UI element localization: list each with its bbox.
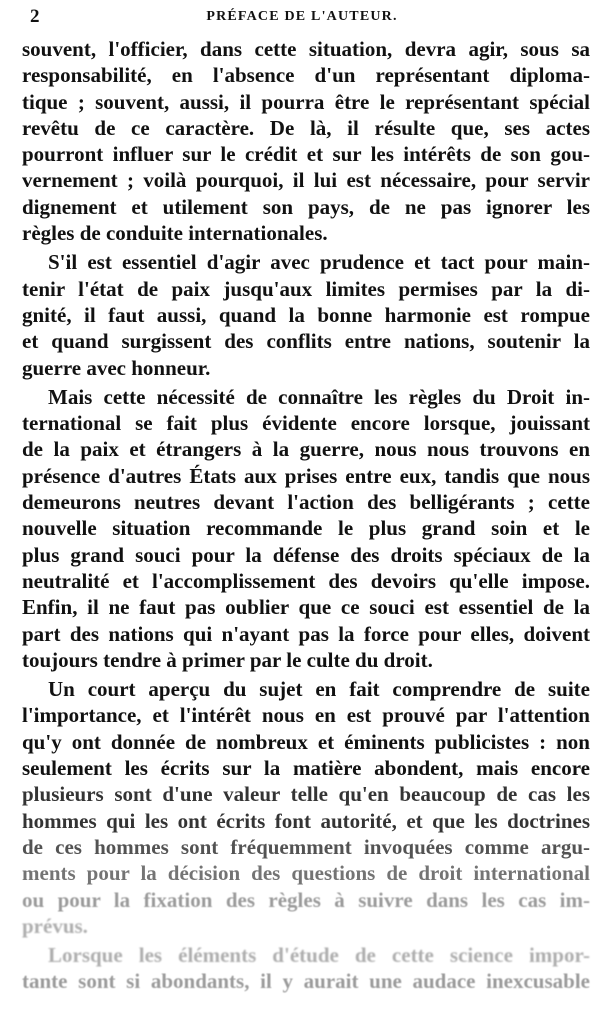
text-line: souvent, l'officier, dans cette situation, devra agir, sous sa [22, 37, 590, 61]
text-line: ments pour la décision des questions de droit international [22, 861, 590, 886]
text-line: règles de conduite internationales. [22, 221, 328, 246]
text-line: l'importance, et l'intérêt nous en est prouvé par l'attention [22, 703, 590, 728]
text-line: prévus. [22, 913, 88, 938]
text-line: nouvelle situation recommande le plus grand soin et le [22, 516, 590, 541]
paragraph-5 [22, 942, 590, 995]
paragraph-1 [22, 36, 590, 246]
paragraph-4 [22, 676, 590, 939]
paragraph-3 [22, 384, 590, 673]
text-line: vernement ; voilà pourquoi, il lui est nécessaire, pour servir [22, 168, 590, 193]
text-line: de la paix et étrangers à la guerre, nous nous trouvons en [22, 437, 590, 462]
text-line: tique ; souvent, aussi, il pourra être le représentant spécial [22, 89, 590, 114]
text-line: pourront influer sur le crédit et sur les intérêts de son gou- [22, 142, 590, 167]
body-text [22, 36, 590, 995]
text-line: toujours tendre à primer par le culte du droit. [22, 647, 433, 672]
text-line: responsabilité, en l'absence d'un représentant diploma- [22, 63, 590, 88]
text-line: et quand surgissent des conflits entre nations, soutenir la [22, 329, 590, 354]
text-line: revêtu de ce caractère. De là, il résulte que, ses actes [22, 115, 590, 140]
text-line: tenir l'état de paix jusqu'aux limites permises par la di- [22, 276, 590, 301]
text-line: Lorsque les éléments d'étude de cette science impor- [48, 943, 590, 968]
text-line: demeurons neutres devant l'action des belligérants ; cette [22, 490, 590, 515]
text-line: tante sont si abondants, il y aurait une audace inexcusable [22, 969, 590, 994]
running-title: PRÉFACE DE L'AUTEUR. [206, 9, 398, 24]
text-line: Mais cette nécessité de connaître les règles du Droit in- [48, 384, 590, 409]
text-line: S'il est essentiel d'agir avec prudence et tact pour main- [48, 250, 590, 275]
text-line: neutralité et l'accomplissement des devoirs qu'elle impose. [22, 568, 590, 593]
paragraph-2 [22, 249, 590, 380]
text-line: dignement et utilement son pays, de ne pas ignorer les [22, 194, 590, 219]
page-number: 2 [30, 6, 40, 27]
text-line: gnité, il faut aussi, quand la bonne harmonie est rompue [22, 302, 590, 327]
text-line: de ces hommes sont fréquemment invoquées comme argu- [22, 834, 590, 859]
text-line: guerre avec honneur. [22, 355, 211, 380]
text-line: ou pour la fixation des règles à suivre dans les cas im- [22, 887, 590, 912]
text-line: Enfin, il ne faut pas oublier que ce souci est essentiel de la [22, 595, 590, 620]
text-line: plusieurs sont d'une valeur telle qu'en beaucoup de cas les [22, 782, 590, 807]
page-header [0, 6, 604, 30]
text-line: ternational se fait plus évidente encore lorsque, jouissant [22, 411, 590, 436]
text-line: seulement les écrits sur la matière abondent, mais encore [22, 756, 590, 781]
text-line: Un court aperçu du sujet en fait comprendre de suite [48, 677, 590, 702]
text-line: plus grand souci pour la défense des droits spéciaux de la [22, 542, 590, 567]
text-line: présence d'autres États aux prises entre eux, tandis que nous [22, 463, 590, 488]
text-line: part des nations qui n'ayant pas la force pour elles, doivent [22, 621, 590, 646]
text-line: qu'y ont donnée de nombreux et éminents publicistes : non [22, 729, 590, 754]
text-line: hommes qui les ont écrits font autorité, et que les doctrines [22, 808, 590, 833]
